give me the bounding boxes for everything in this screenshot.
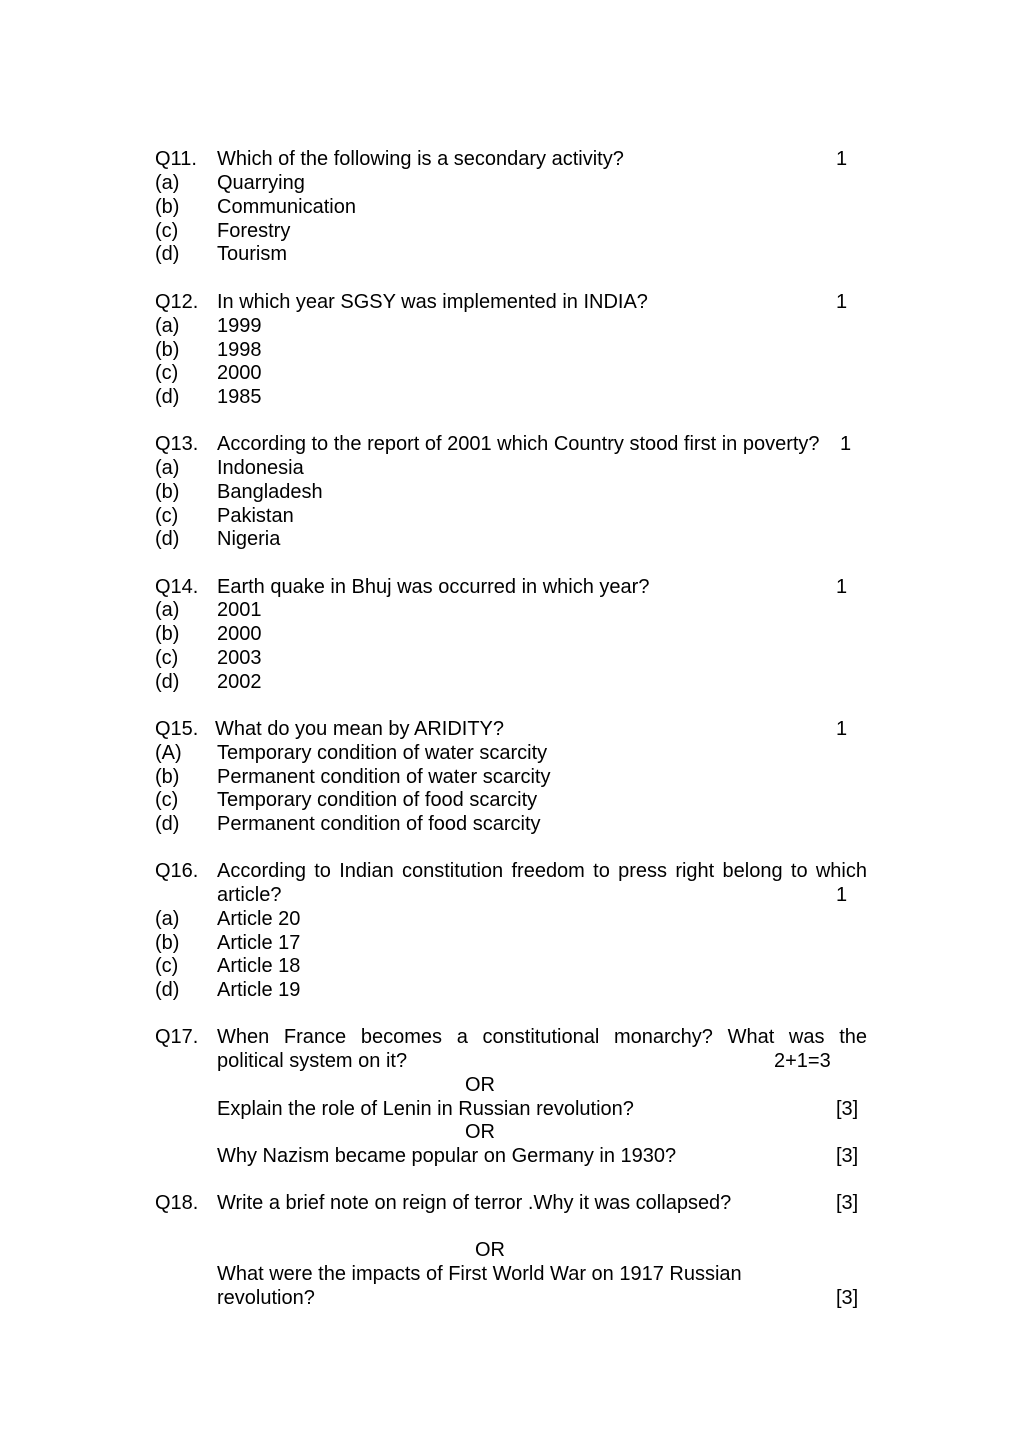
option-row bbox=[0, 741, 1024, 765]
question-q15 bbox=[0, 717, 1024, 741]
question-text: Which of the following is a secondary activity? bbox=[217, 148, 624, 170]
option-row bbox=[0, 622, 1024, 646]
question-number: Q12. bbox=[155, 291, 199, 313]
option-text: 1985 bbox=[217, 386, 262, 408]
alternative-question bbox=[0, 1097, 1024, 1121]
option-label: (a) bbox=[155, 457, 180, 479]
question-text-line1: When France becomes a constitutional monarchy? What was the bbox=[217, 1026, 867, 1048]
option-label: (b) bbox=[155, 339, 180, 361]
option-row bbox=[0, 361, 1024, 385]
option-text: Permanent condition of food scarcity bbox=[217, 813, 541, 835]
alternative-text: Explain the role of Lenin in Russian revolution? bbox=[217, 1098, 634, 1120]
option-label: (d) bbox=[155, 386, 180, 408]
question-text-continued bbox=[0, 1049, 1024, 1073]
option-text: 2000 bbox=[217, 362, 262, 384]
option-row bbox=[0, 527, 1024, 551]
option-label: (A) bbox=[155, 742, 182, 764]
option-label: (d) bbox=[155, 813, 180, 835]
question-number: Q17. bbox=[155, 1026, 199, 1048]
question-number: Q11. bbox=[155, 148, 197, 170]
option-row bbox=[0, 314, 1024, 338]
option-label: (b) bbox=[155, 623, 180, 645]
question-text-continued bbox=[0, 883, 1024, 907]
option-row bbox=[0, 171, 1024, 195]
or-separator bbox=[0, 1073, 1024, 1097]
question-q14 bbox=[0, 575, 1024, 599]
question-q16 bbox=[0, 859, 1024, 883]
option-text: Indonesia bbox=[217, 457, 304, 479]
question-marks: 2+1=3 bbox=[774, 1050, 831, 1072]
option-label: (c) bbox=[155, 647, 179, 669]
option-text: Bangladesh bbox=[217, 481, 323, 503]
option-label: (c) bbox=[155, 220, 179, 242]
question-number: Q18. bbox=[155, 1192, 199, 1214]
option-row bbox=[0, 907, 1024, 931]
question-number: Q13. bbox=[155, 433, 199, 455]
question-number: Q14. bbox=[155, 576, 199, 598]
option-label: (c) bbox=[155, 505, 179, 527]
option-label: (b) bbox=[155, 481, 180, 503]
or-label: OR bbox=[465, 1074, 495, 1096]
option-label: (d) bbox=[155, 528, 180, 550]
option-row bbox=[0, 812, 1024, 836]
option-text: 1998 bbox=[217, 339, 262, 361]
option-text: 2003 bbox=[217, 647, 262, 669]
alternative-text-line2: revolution? bbox=[217, 1287, 315, 1309]
option-text: Communication bbox=[217, 196, 356, 218]
option-label: (d) bbox=[155, 671, 180, 693]
option-label: (d) bbox=[155, 979, 180, 1001]
option-text: Temporary condition of water scarcity bbox=[217, 742, 548, 764]
question-marks: 1 bbox=[836, 291, 848, 313]
question-marks: [3] bbox=[836, 1098, 859, 1120]
option-text: Article 19 bbox=[217, 979, 301, 1001]
question-text: Write a brief note on reign of terror .Why it was collapsed? bbox=[217, 1192, 732, 1214]
question-marks: [3] bbox=[836, 1287, 859, 1309]
option-text: Permanent condition of water scarcity bbox=[217, 766, 551, 788]
option-text: Forestry bbox=[217, 220, 291, 242]
option-label: (c) bbox=[155, 362, 179, 384]
alternative-text-line1: What were the impacts of First World War on 1917 Russian bbox=[217, 1263, 742, 1285]
question-text-line2: article? bbox=[217, 884, 282, 906]
question-text: According to the report of 2001 which Country stood first in poverty? bbox=[217, 433, 820, 455]
or-label: OR bbox=[465, 1121, 495, 1143]
option-row bbox=[0, 670, 1024, 694]
question-marks: [3] bbox=[836, 1192, 859, 1214]
question-q17 bbox=[0, 1025, 1024, 1049]
option-text: Article 17 bbox=[217, 932, 301, 954]
question-marks: [3] bbox=[836, 1145, 859, 1167]
option-row bbox=[0, 456, 1024, 480]
option-label: (b) bbox=[155, 196, 180, 218]
alternative-question bbox=[0, 1262, 1024, 1286]
alternative-question-continued bbox=[0, 1286, 1024, 1310]
question-number: Q16. bbox=[155, 860, 199, 882]
option-row bbox=[0, 931, 1024, 955]
option-row bbox=[0, 765, 1024, 789]
option-label: (a) bbox=[155, 599, 180, 621]
option-row bbox=[0, 480, 1024, 504]
option-label: (c) bbox=[155, 789, 179, 811]
option-text: 2002 bbox=[217, 671, 262, 693]
option-row bbox=[0, 242, 1024, 266]
alternative-text: Why Nazism became popular on Germany in 1930? bbox=[217, 1145, 677, 1167]
question-text: Earth quake in Bhuj was occurred in which year? bbox=[217, 576, 650, 598]
option-row bbox=[0, 504, 1024, 528]
option-label: (b) bbox=[155, 932, 180, 954]
option-row bbox=[0, 646, 1024, 670]
or-separator bbox=[0, 1238, 1024, 1262]
question-text: What do you mean by ARIDITY? bbox=[215, 718, 505, 740]
question-marks: 1 bbox=[836, 884, 848, 906]
option-text: Quarrying bbox=[217, 172, 305, 194]
question-marks: 1 bbox=[836, 718, 848, 740]
question-q18 bbox=[0, 1191, 1024, 1215]
option-label: (d) bbox=[155, 243, 180, 265]
option-text: 2000 bbox=[217, 623, 262, 645]
option-text: 2001 bbox=[217, 599, 262, 621]
option-row bbox=[0, 385, 1024, 409]
question-number: Q15. bbox=[155, 718, 199, 740]
question-marks: 1 bbox=[836, 148, 848, 170]
option-row bbox=[0, 338, 1024, 362]
option-row bbox=[0, 954, 1024, 978]
question-q11 bbox=[0, 147, 1024, 171]
question-marks: 1 bbox=[840, 433, 852, 455]
option-label: (a) bbox=[155, 315, 180, 337]
option-text: Tourism bbox=[217, 243, 288, 265]
option-label: (b) bbox=[155, 766, 180, 788]
option-text: Temporary condition of food scarcity bbox=[217, 789, 538, 811]
option-label: (c) bbox=[155, 955, 179, 977]
or-separator bbox=[0, 1120, 1024, 1144]
option-text: Article 20 bbox=[217, 908, 301, 930]
option-row bbox=[0, 219, 1024, 243]
option-text: Nigeria bbox=[217, 528, 281, 550]
alternative-question bbox=[0, 1144, 1024, 1168]
option-row bbox=[0, 195, 1024, 219]
option-text: Article 18 bbox=[217, 955, 301, 977]
option-text: Pakistan bbox=[217, 505, 294, 527]
option-label: (a) bbox=[155, 908, 180, 930]
option-text: 1999 bbox=[217, 315, 262, 337]
question-q12 bbox=[0, 290, 1024, 314]
question-marks: 1 bbox=[836, 576, 848, 598]
option-row bbox=[0, 598, 1024, 622]
or-label: OR bbox=[475, 1239, 505, 1261]
question-q13 bbox=[0, 432, 1024, 456]
option-row bbox=[0, 788, 1024, 812]
question-text: In which year SGSY was implemented in INDIA? bbox=[217, 291, 648, 313]
option-row bbox=[0, 978, 1024, 1002]
question-text-line2: political system on it? bbox=[217, 1050, 408, 1072]
question-text-line1: According to Indian constitution freedom to press right belong to which bbox=[217, 860, 867, 882]
option-label: (a) bbox=[155, 172, 180, 194]
